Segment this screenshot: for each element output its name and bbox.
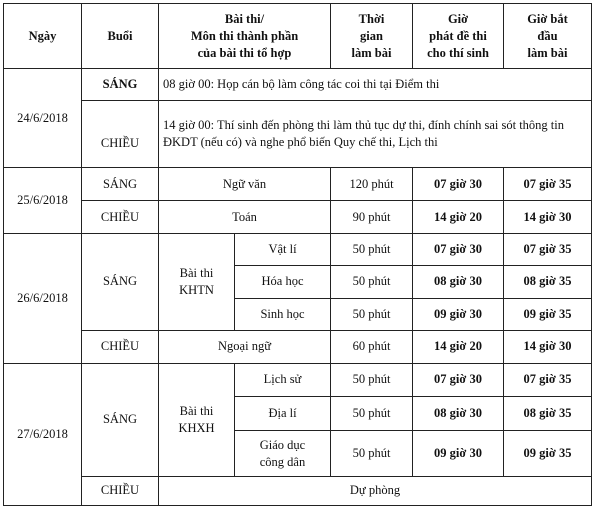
duration-cell: 50 phút: [331, 431, 413, 477]
dist-time-cell: 14 giờ 20: [413, 330, 504, 363]
start-time-cell: 09 giờ 35: [504, 298, 592, 330]
subject-cell: Sinh học: [235, 298, 331, 330]
session-cell: SÁNG: [82, 69, 159, 101]
table-row: [4, 476, 592, 505]
dist-time-cell: 07 giờ 30: [413, 167, 504, 200]
duration-cell: 60 phút: [331, 330, 413, 363]
dist-time-cell: 07 giờ 30: [413, 363, 504, 396]
subject-cell: Hóa học: [235, 266, 331, 298]
dist-time-cell: 09 giờ 30: [413, 298, 504, 330]
start-time-cell: 09 giờ 35: [504, 431, 592, 477]
subject-cell: [235, 431, 331, 477]
dist-time-cell: 08 giờ 30: [413, 397, 504, 431]
header-gio-phat: [413, 4, 504, 69]
header-gio-bat-dau: [504, 4, 592, 69]
duration-cell: 50 phút: [331, 363, 413, 396]
group-label: Bài thi KHXH: [178, 403, 215, 435]
start-time-cell: 14 giờ 30: [504, 330, 592, 363]
start-time-cell: 08 giờ 35: [504, 266, 592, 298]
note-cell: Dự phòng: [159, 476, 592, 505]
date-cell: 27/6/2018: [4, 363, 82, 505]
duration-cell: 90 phút: [331, 201, 413, 234]
start-time-cell: 07 giờ 35: [504, 167, 592, 200]
duration-cell: 120 phút: [331, 167, 413, 200]
table-row: [4, 69, 592, 101]
session-cell: CHIỀU: [82, 201, 159, 234]
date-cell: 26/6/2018: [4, 234, 82, 364]
table-row: [4, 201, 592, 234]
group-label: Bài thi KHTN: [179, 266, 214, 297]
session-cell: CHIỀU: [82, 330, 159, 363]
dist-time-cell: 14 giờ 20: [413, 201, 504, 234]
start-time-cell: 14 giờ 30: [504, 201, 592, 234]
date-cell: 24/6/2018: [4, 69, 82, 168]
dist-time-cell: 07 giờ 30: [413, 234, 504, 266]
subject-cell: Ngoại ngữ: [159, 330, 331, 363]
note-cell: 08 giờ 00: Họp cán bộ làm công tác coi thi tại Điểm thi: [159, 69, 592, 101]
dist-time-cell: 08 giờ 30: [413, 266, 504, 298]
header-buoi: Buổi: [82, 4, 159, 69]
date-cell: 25/6/2018: [4, 167, 82, 233]
duration-cell: 50 phút: [331, 266, 413, 298]
group-cell: [159, 234, 235, 330]
duration-cell: 50 phút: [331, 234, 413, 266]
header-row: [4, 4, 592, 69]
table-row: [4, 363, 592, 396]
table-row: [4, 330, 592, 363]
duration-cell: 50 phút: [331, 298, 413, 330]
session-cell: CHIỀU: [82, 476, 159, 505]
subject-cell: Lịch sử: [235, 363, 331, 396]
subject-cell: Ngữ văn: [159, 167, 331, 200]
header-gio-bat-dau-label: Giờ bắt đầu làm bài: [527, 11, 568, 60]
group-cell: [159, 363, 235, 476]
session-cell: SÁNG: [82, 234, 159, 330]
exam-schedule-table: [3, 3, 592, 506]
session-cell: SÁNG: [82, 363, 159, 476]
session-cell: CHIỀU: [82, 101, 159, 167]
start-time-cell: 07 giờ 35: [504, 363, 592, 396]
header-thoi-gian: [331, 4, 413, 69]
subject-cell: Vật lí: [235, 234, 331, 266]
header-bai-thi: [159, 4, 331, 69]
table-row: [4, 101, 592, 167]
start-time-cell: 08 giờ 35: [504, 397, 592, 431]
header-ngay: Ngày: [4, 4, 82, 69]
header-thoi-gian-label: Thời gian làm bài: [351, 11, 392, 60]
header-bai-thi-label: Bài thi/ Môn thi thành phần của bài thi tổ hợp: [190, 11, 299, 60]
subject-cell: Toán: [159, 201, 331, 234]
table-row: [4, 167, 592, 200]
subject-label: Giáo dục công dân: [259, 437, 306, 469]
subject-cell: Địa lí: [235, 397, 331, 431]
session-cell: SÁNG: [82, 167, 159, 200]
header-gio-phat-label: Giờ phát đề thi cho thí sinh: [427, 11, 489, 60]
duration-cell: 50 phút: [331, 397, 413, 431]
note-cell: 14 giờ 00: Thí sinh đến phòng thi làm thủ tục dự thi, đính chính sai sót thông tin ĐKDT (nếu có) và nghe phổ biến Quy chế thi, Lịch thi: [159, 101, 592, 167]
dist-time-cell: 09 giờ 30: [413, 431, 504, 477]
table-row: [4, 234, 592, 266]
start-time-cell: 07 giờ 35: [504, 234, 592, 266]
